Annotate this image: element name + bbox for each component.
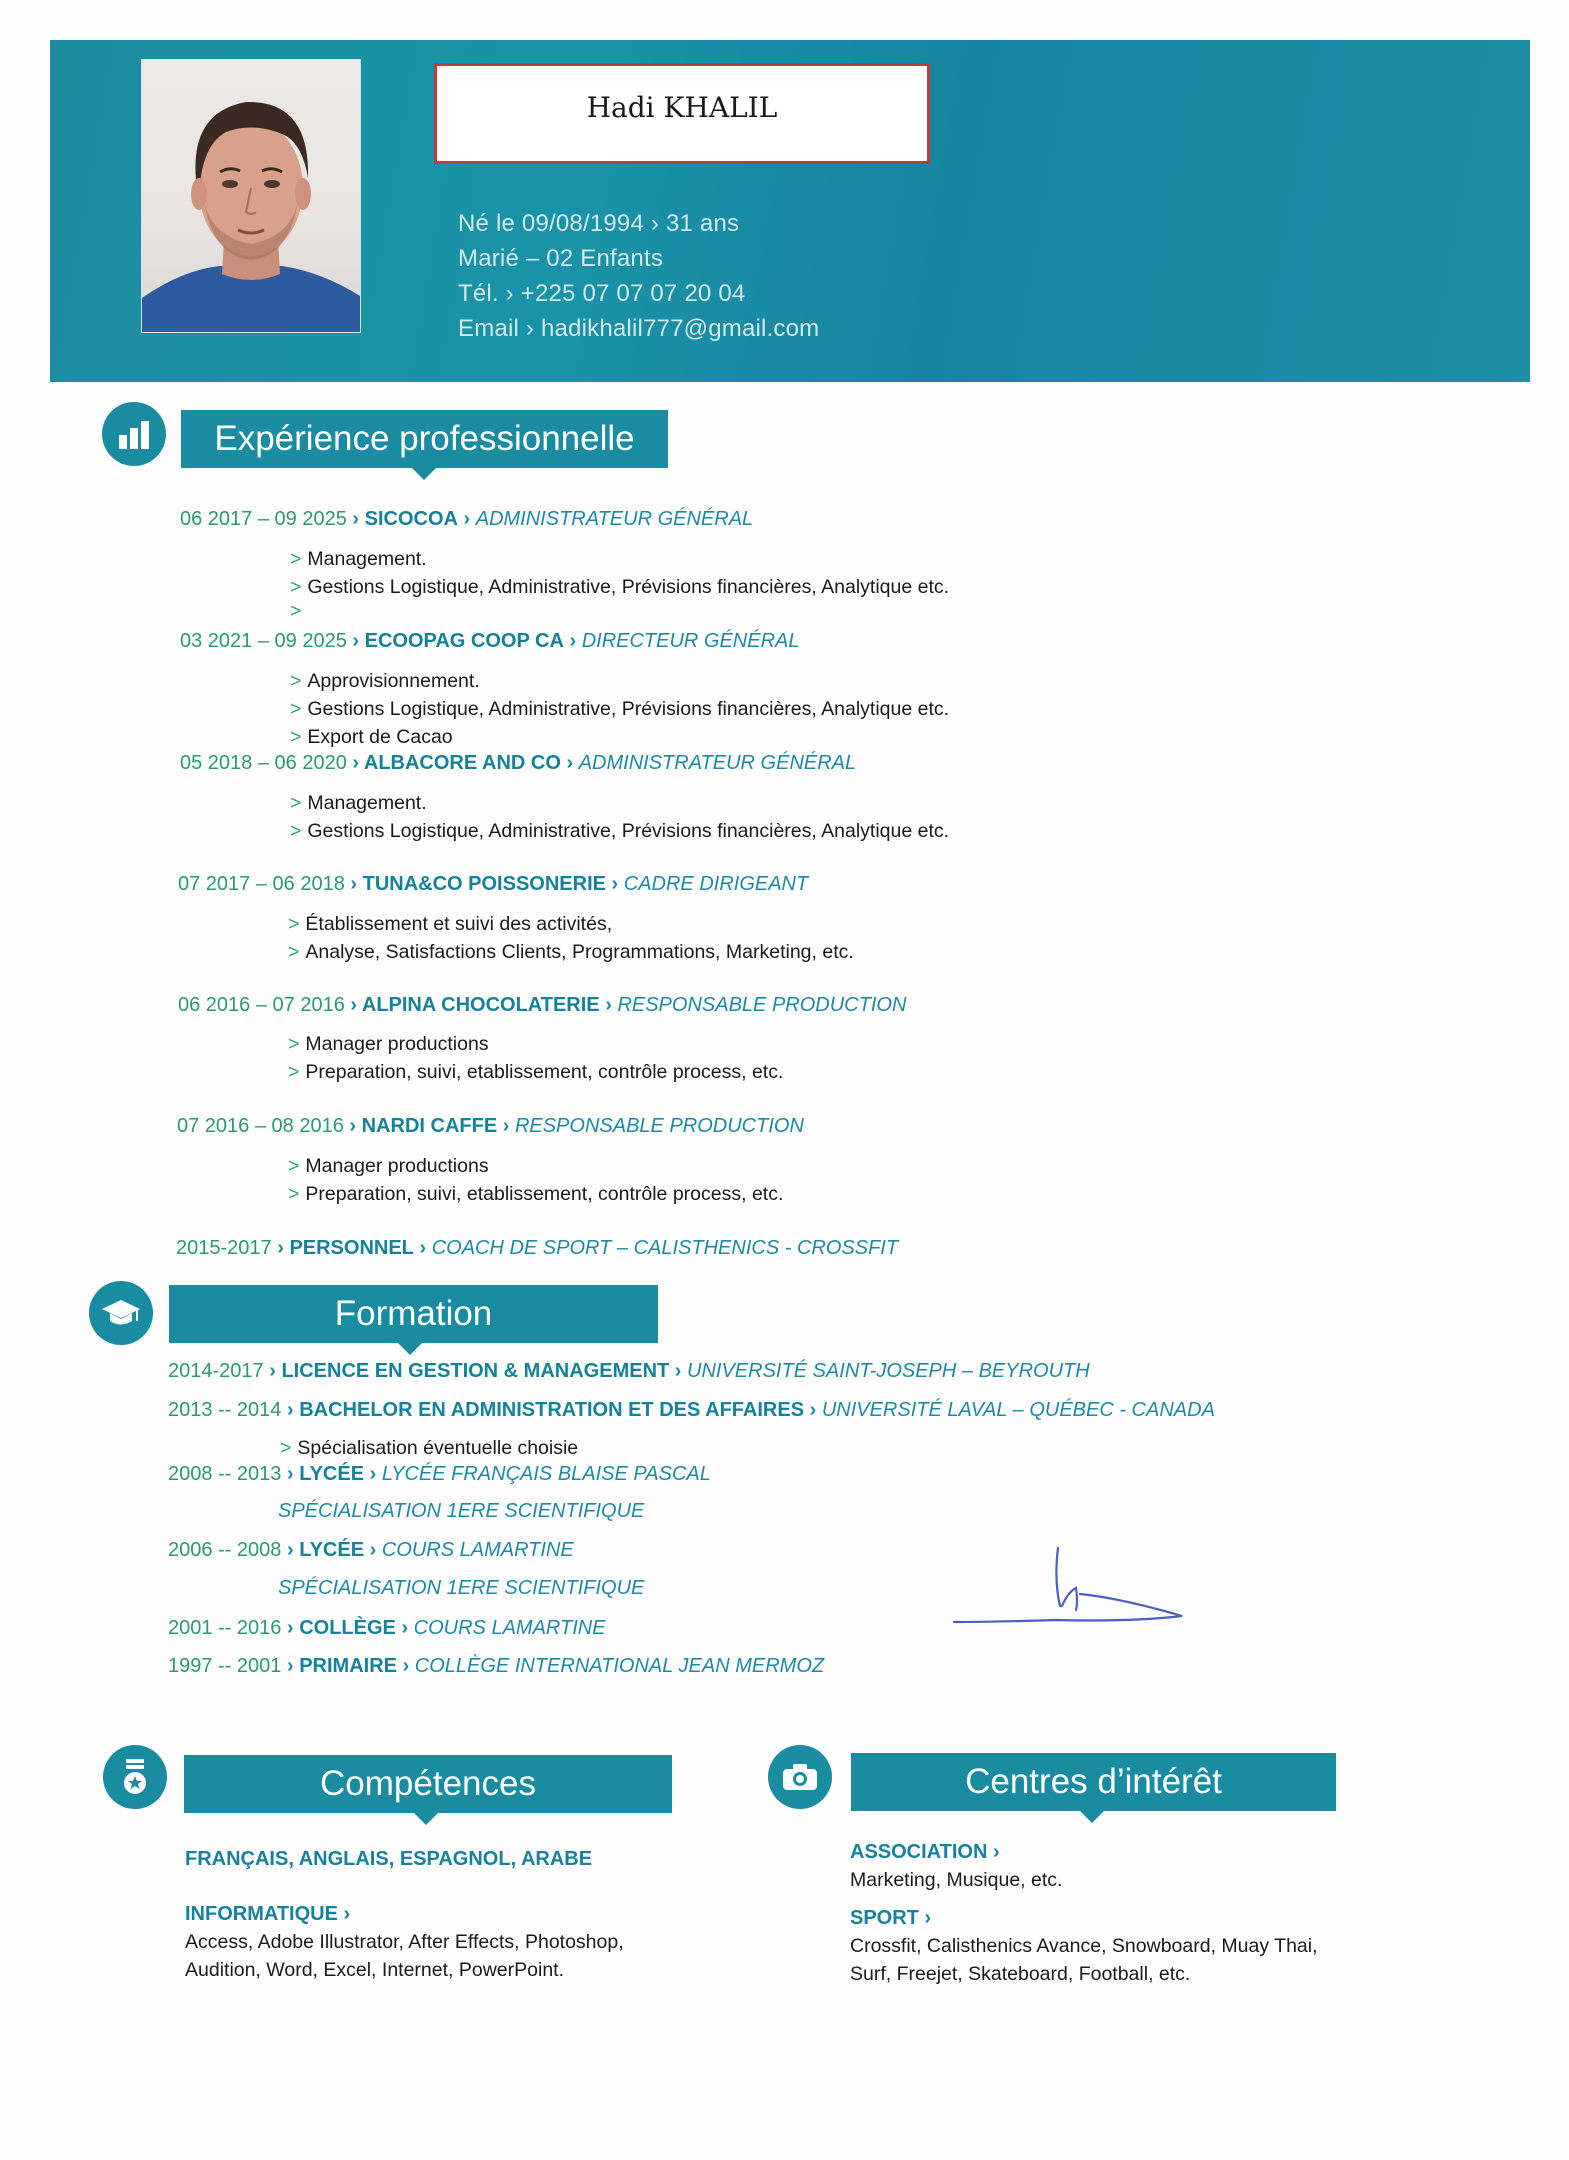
education-title: Formation [169,1285,658,1343]
birth-info: Né le 09/08/1994 › 31 ans [458,210,740,237]
phone-info: Tél. › +225 07 07 07 20 04 [458,280,746,307]
entry-bullet: > Gestions Logistique, Administrative, Prévisions financières, Analytique etc. [290,820,950,842]
education-entry: 2001 -- 2016 › COLLÈGE › COURS LAMARTINE [168,1617,606,1639]
medal-icon [103,1745,167,1809]
sport-line: Crossfit, Calisthenics Avance, Snowboard, Muay Thai, [850,1935,1318,1957]
languages: FRANÇAIS, ANGLAIS, ESPAGNOL, ARABE [185,1848,593,1870]
experience-entry: 07 2016 – 08 2016 › NARDI CAFFE › RESPONSABLE PRODUCTION [177,1115,804,1137]
entry-bullet: > Manager productions [288,1033,489,1055]
interests-title: Centres d’intérêt [851,1753,1336,1811]
education-entry: 2006 -- 2008 › LYCÉE › COURS LAMARTINE [168,1539,574,1561]
sport-line: Surf, Freejet, Skateboard, Football, etc. [850,1963,1191,1985]
entry-bullet: > Management. [290,548,427,570]
sport-title: SPORT › [850,1907,932,1929]
it-skills-line: Audition, Word, Excel, Internet, PowerPoint. [185,1959,564,1981]
profile-photo [142,60,360,332]
bar-chart-icon [102,402,166,466]
education-specialization: SPÉCIALISATION 1ERE SCIENTIFIQUE [278,1500,645,1522]
graduation-cap-icon [89,1281,153,1345]
education-entry: 2013 -- 2014 › BACHELOR EN ADMINISTRATION ET DES AFFAIRES › UNIVERSITÉ LAVAL – QUÉBEC - CANADA [168,1399,1215,1421]
experience-entry: 06 2016 – 07 2016 › ALPINA CHOCOLATERIE › RESPONSABLE PRODUCTION [178,994,907,1016]
skills-title: Compétences [184,1755,672,1813]
entry-bullet: > Export de Cacao [290,726,453,748]
experience-entry: 03 2021 – 09 2025 › ECOOPAG COOP CA › DIRECTEUR GÉNÉRAL [180,630,800,652]
entry-bullet: > Spécialisation éventuelle choisie [280,1437,579,1459]
education-specialization: SPÉCIALISATION 1ERE SCIENTIFIQUE [278,1577,645,1599]
education-entry: 2008 -- 2013 › LYCÉE › LYCÉE FRANÇAIS BLAISE PASCAL [168,1463,711,1485]
entry-bullet: > Gestions Logistique, Administrative, Prévisions financières, Analytique etc. [290,576,950,598]
entry-role: ADMINISTRATEUR GÉNÉRAL [475,508,754,530]
name-box [434,63,930,164]
signature [950,1540,1190,1640]
it-skills-title: INFORMATIQUE › [185,1903,351,1925]
email-info: Email › hadikhalil777@gmail.com [458,315,820,342]
entry-bullet: > Établissement et suivi des activités, [288,913,613,935]
experience-title-notch [412,468,436,480]
entry-bullet: > Preparation, suivi, etablissement, contrôle process, etc. [288,1061,784,1083]
candidate-name: Hadi KHALIL [586,91,778,124]
skills-title-notch [414,1813,438,1825]
experience-entry: 2015-2017 › PERSONNEL › COACH DE SPORT – CALISTHENICS - CROSSFIT [176,1237,899,1259]
education-entry: 2014-2017 › LICENCE EN GESTION & MANAGEMENT › UNIVERSITÉ SAINT-JOSEPH – BEYROUTH [168,1360,1090,1382]
education-entry: 1997 -- 2001 › PRIMAIRE › COLLÈGE INTERNATIONAL JEAN MERMOZ [168,1655,825,1677]
camera-icon [768,1745,832,1809]
entry-bullet: > Management. [290,792,427,814]
entry-bullet: > Gestions Logistique, Administrative, Prévisions financières, Analytique etc. [290,698,950,720]
experience-title: Expérience professionnelle [181,410,668,468]
it-skills-line: Access, Adobe Illustrator, After Effects, Photoshop, [185,1931,624,1953]
entry-organization: SICOCOA [364,508,458,530]
experience-entry: 07 2017 – 06 2018 › TUNA&CO POISSONERIE › CADRE DIRIGEANT [178,873,809,895]
education-title-notch [398,1343,422,1355]
interests-title-notch [1080,1811,1104,1823]
entry-bullet: > Manager productions [288,1155,489,1177]
family-status: Marié – 02 Enfants [458,245,664,272]
experience-entry: 06 2017 – 09 2025 › SICOCOA › ADMINISTRATEUR GÉNÉRAL [180,508,754,530]
entry-bullet: > [290,600,302,622]
association-text: Marketing, Musique, etc. [850,1869,1063,1891]
entry-bullet: > Preparation, suivi, etablissement, contrôle process, etc. [288,1183,784,1205]
entry-bullet: > Approvisionnement. [290,670,480,692]
entry-bullet: > Analyse, Satisfactions Clients, Programmations, Marketing, etc. [288,941,854,963]
entry-dates: 06 2017 – 09 2025 [180,508,347,530]
association-title: ASSOCIATION › [850,1841,1000,1863]
experience-entry: 05 2018 – 06 2020 › ALBACORE AND CO › ADMINISTRATEUR GÉNÉRAL [180,752,857,774]
